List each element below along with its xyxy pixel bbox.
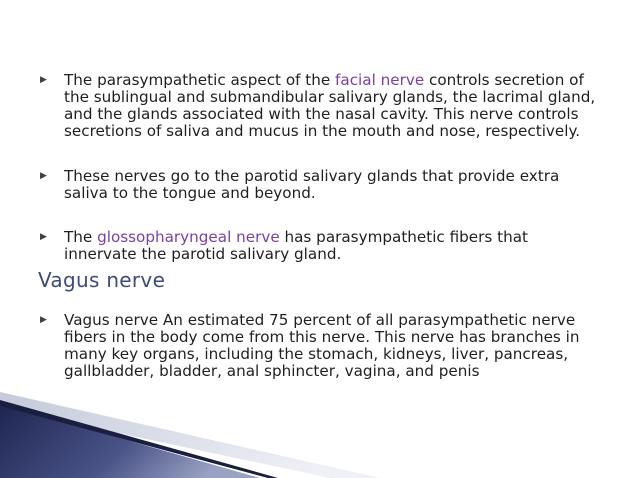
bullet-text: The parasympathetic aspect of the facial nerve controls secretion of the sublingual and submandibular salivary glands, the lacrimal gland, and the glands associated with the nasal cavity. This nerve controls secretions of saliva and mucus in the mouth and nose, respectively. (64, 71, 596, 140)
section-heading: Vagus nerve (38, 268, 166, 292)
bullet-arrow-icon: ▶ (40, 315, 47, 325)
bullet-text: The glossopharyngeal nerve has parasympathetic fibers that innervate the parotid salivary gland. (64, 228, 528, 263)
glossopharyngeal-nerve-highlight: glossopharyngeal nerve (97, 228, 280, 246)
bullet-arrow-icon: ▶ (40, 171, 47, 181)
facial-nerve-highlight: facial nerve (335, 71, 425, 89)
bullet-arrow-icon: ▶ (40, 232, 47, 242)
bullet-arrow-icon: ▶ (40, 75, 47, 85)
bullet-text: Vagus nerve An estimated 75 percent of all parasympathetic nerve fibers in the body come from this nerve. This nerve has branches in many key organs, including the stomach, kidneys, liver, pancreas, gallbladder, bladder, anal sphincter, vagina, and penis (64, 311, 580, 380)
bullet-text: These nerves go to the parotid salivary glands that provide extra saliva to the tongue and beyond. (64, 167, 560, 202)
